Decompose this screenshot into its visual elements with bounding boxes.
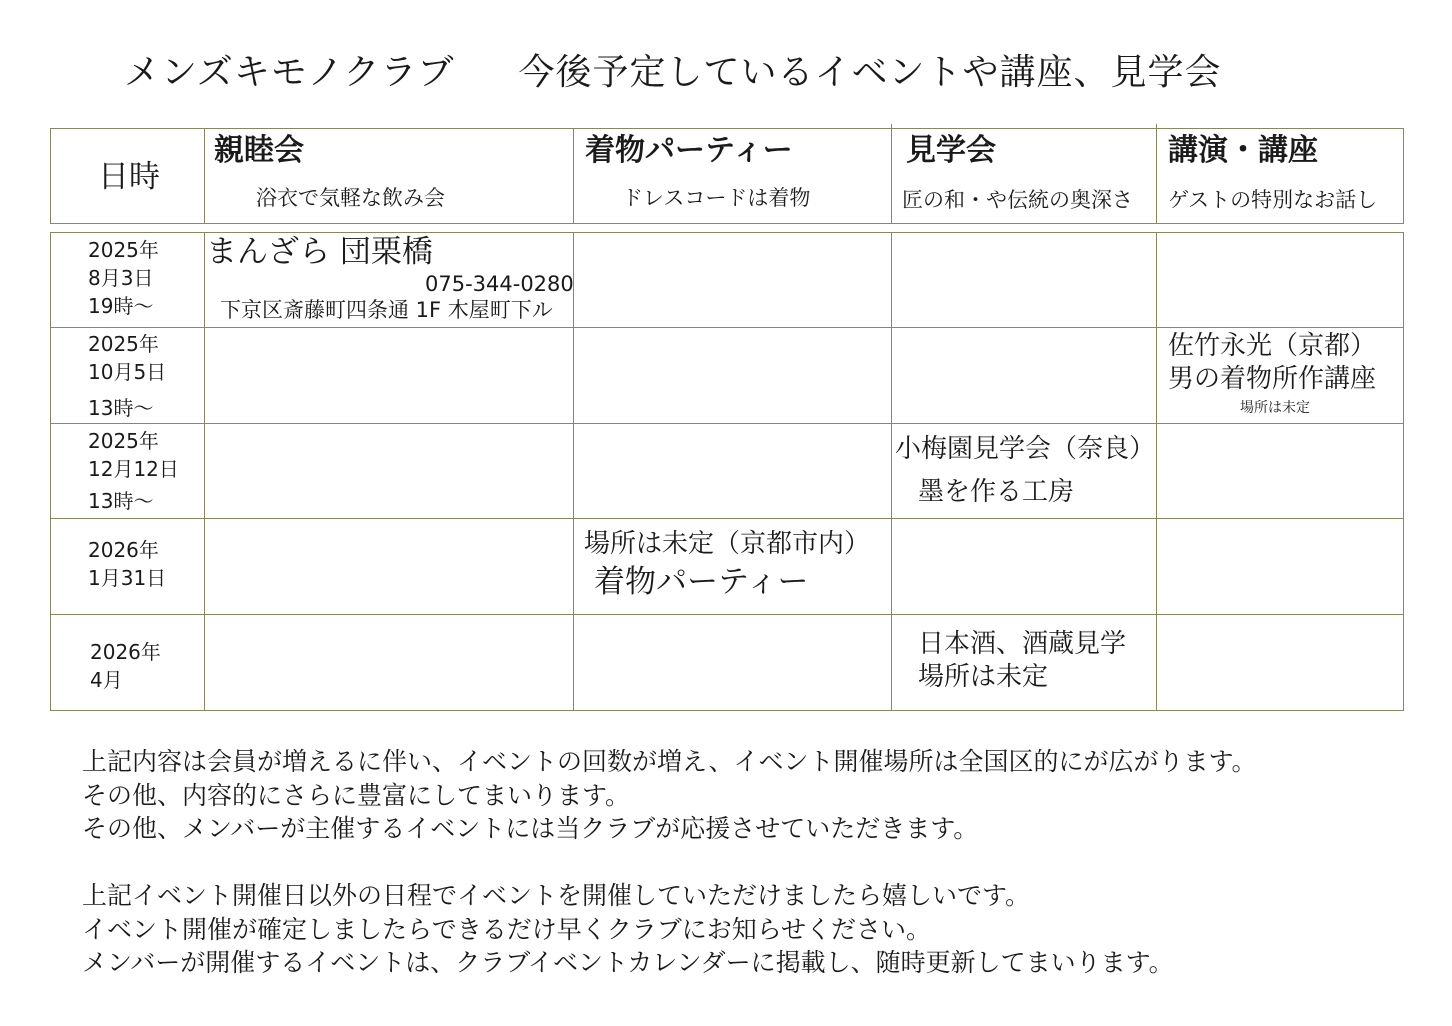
header-divider [573, 128, 574, 224]
notes-section [82, 745, 1257, 980]
row-divider [50, 518, 1404, 519]
event-venue-phone: 075-344-0280 [425, 272, 574, 296]
row-date: 2025年 10月5日 13時〜 [88, 332, 167, 420]
note-line: イベント開催が確定しましたらできるだけ早くクラブにお知らせください。 [82, 914, 932, 944]
column-header-kimono-party: 着物パーティー [585, 133, 793, 168]
row-date: 2025年 8月3日 19時〜 [88, 238, 159, 318]
row-date: 2026年 1月31日 [88, 538, 167, 590]
note-line: 上記イベント開催日以外の日程でイベントを開催していただけましたら嬉しいです。 [82, 881, 1031, 910]
note-line: その他、メンバーが主催するイベントには当クラブが応援させていただきます。 [82, 814, 979, 843]
row-divider [50, 614, 1404, 615]
header-divider [1156, 124, 1157, 224]
row-divider [50, 327, 1404, 328]
event-venue-name: まんざら 団栗橋 [206, 234, 433, 270]
column-header-lecture: 講演・講座 [1168, 133, 1318, 168]
tour-event: 小梅園見学会（奈良） [895, 434, 1156, 464]
grid-divider [573, 232, 574, 711]
page-title [124, 44, 1222, 95]
column-sub-kimono-party: ドレスコードは着物 [622, 186, 811, 210]
header-divider [891, 124, 892, 224]
party-location: 場所は未定（京都市内） [584, 529, 871, 559]
title-subtitle: 今後予定しているイベントや講座、見学会 [518, 52, 1222, 93]
note-line: メンバーが開催するイベントは、クラブイベントカレンダーに掲載し、随時更新してまいります。 [82, 948, 1174, 977]
party-event: 着物パーティー [594, 564, 809, 600]
column-sub-lecture: ゲストの特別なお話し [1168, 188, 1378, 212]
grid-divider [891, 232, 892, 711]
event-venue-address: 下京区斎藤町四条通 1F 木屋町下ル [220, 298, 553, 322]
column-sub-shinbokukai: 浴衣で気軽な飲み会 [256, 186, 445, 210]
row-date: 2026年 4月 [90, 640, 161, 692]
column-sub-kengakukai: 匠の和・や伝統の奥深さ [902, 188, 1133, 212]
column-header-kengakukai: 見学会 [906, 133, 996, 168]
note-line: その他、内容的にさらに豊富にしてまいります。 [82, 780, 631, 810]
club-name: メンズキモノクラブ [124, 52, 455, 93]
header-divider [204, 128, 205, 224]
row-date: 2025年 12月12日 13時〜 [88, 429, 179, 513]
grid-divider [204, 232, 205, 711]
tour-event: 日本酒、酒蔵見学 場所は未定 [918, 629, 1127, 692]
date-column-header: 日時 [98, 159, 160, 195]
tour-event-detail: 墨を作る工房 [918, 477, 1075, 507]
row-divider [50, 423, 1404, 424]
grid-divider [1156, 232, 1157, 711]
lecture-event: 佐竹永光（京都） 男の着物所作講座 [1168, 331, 1377, 394]
note-line: 上記内容は会員が増えるに伴い、イベントの回数が増え、イベント開催場所は全国区的にが広がります。 [82, 747, 1257, 776]
column-header-shinbokukai: 親睦会 [214, 133, 304, 168]
lecture-location-note: 場所は未定 [1240, 400, 1310, 416]
